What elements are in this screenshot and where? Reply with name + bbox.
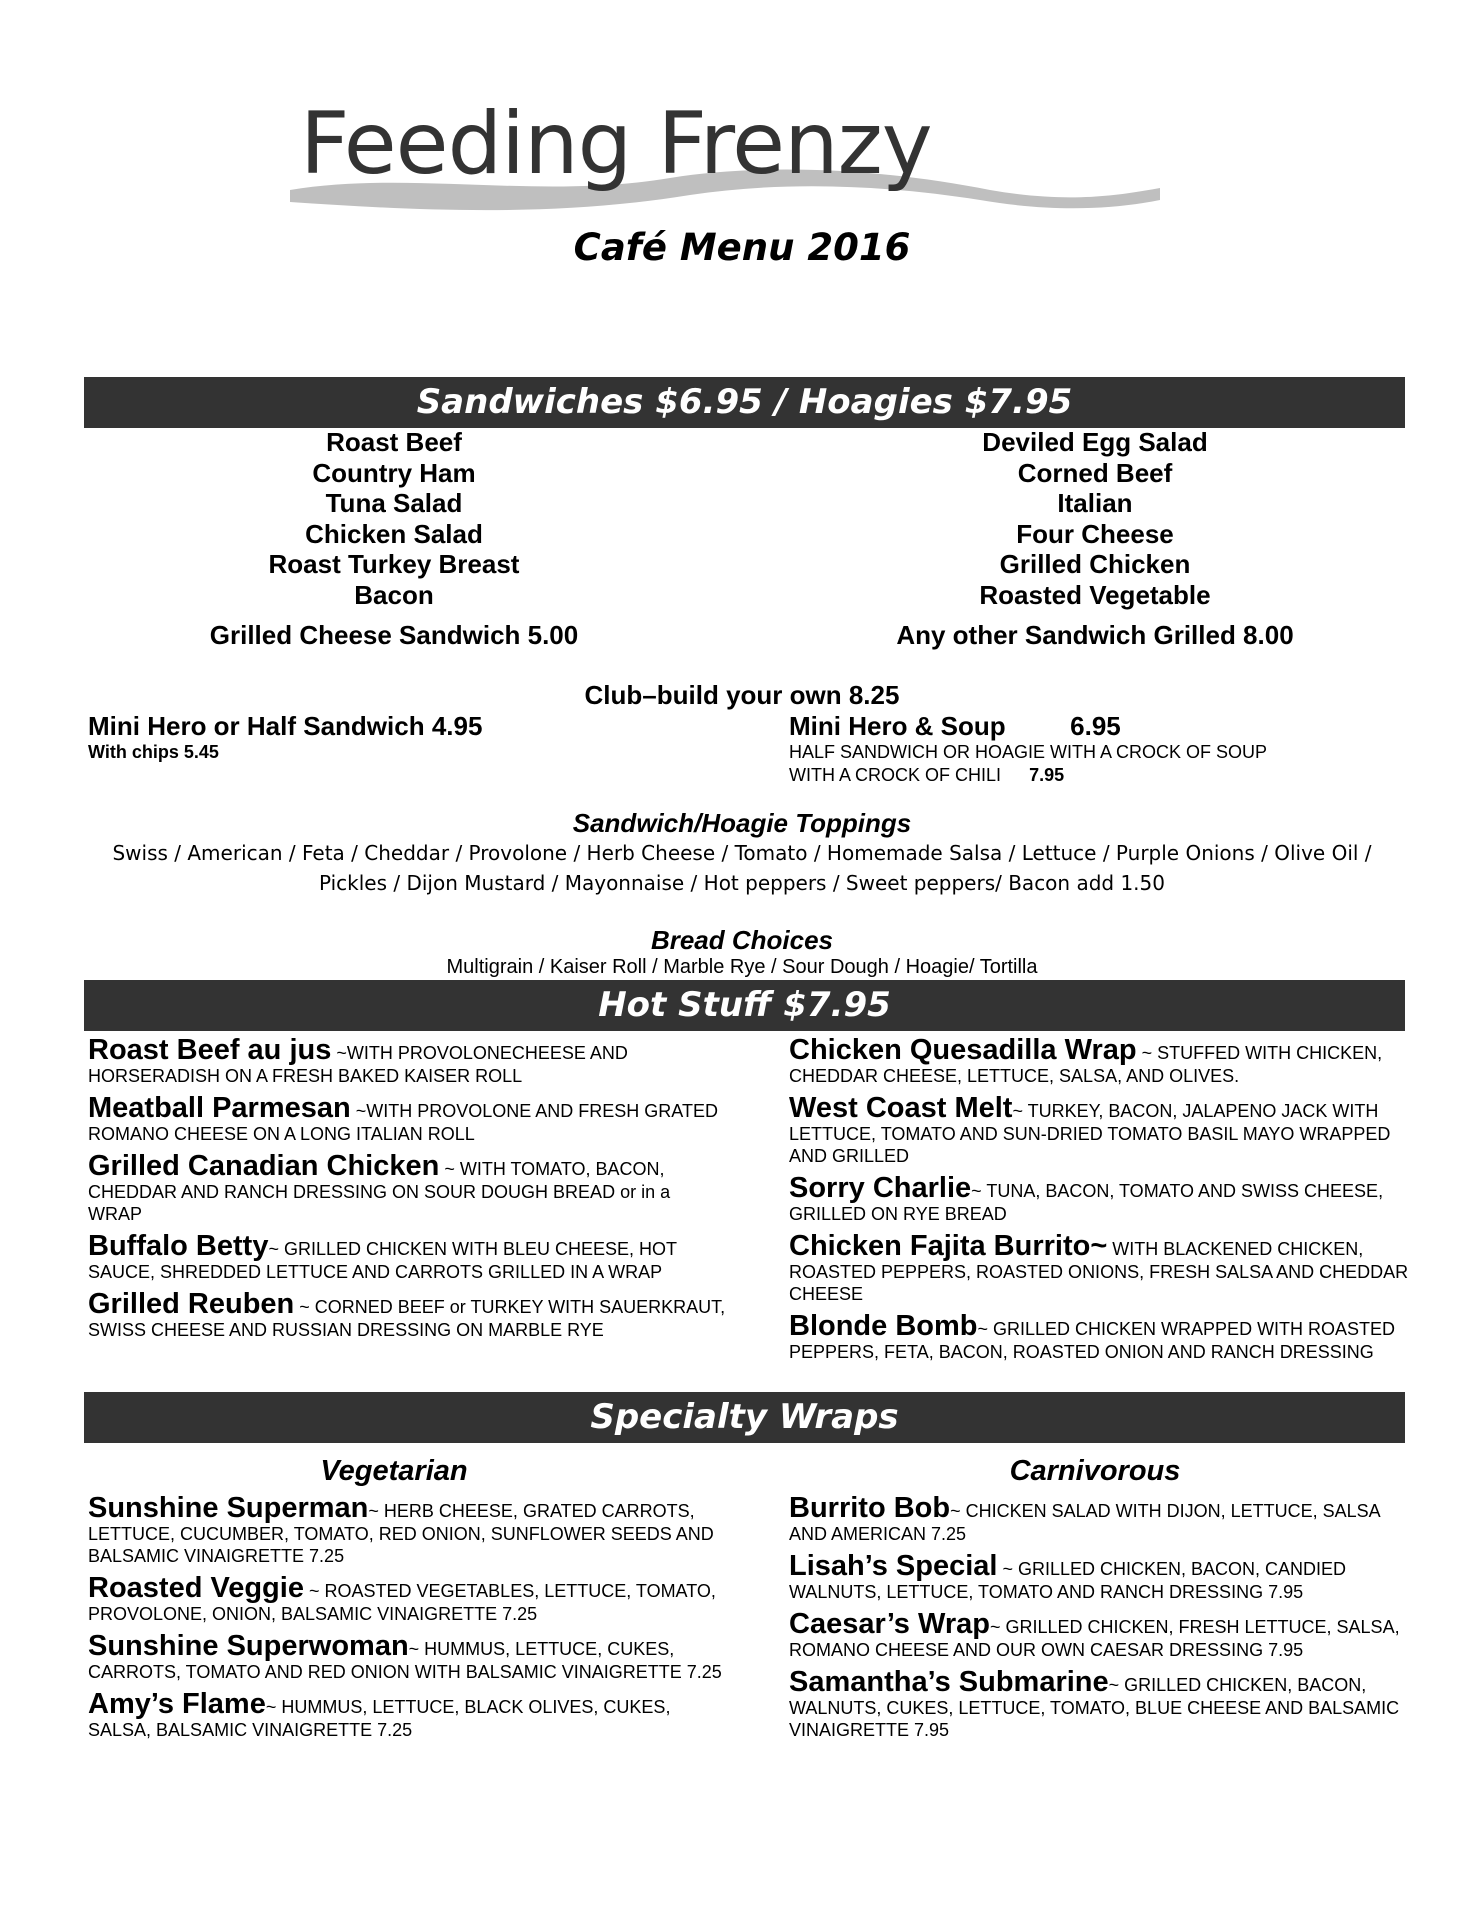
menu-item	[789, 1093, 1409, 1167]
menu-item	[88, 1035, 728, 1087]
item-name: Samantha’s Submarine	[789, 1666, 1109, 1698]
mini-hero-half-item: Mini Hero or Half Sandwich 4.95	[88, 711, 483, 741]
item-name: Buffalo Betty	[88, 1230, 269, 1262]
menu-item	[789, 1551, 1409, 1603]
sandwich-item: Chicken Salad	[305, 518, 483, 549]
item-desc: ~WITH PROVOLONE AND FRESH GRATED ROMANO CHEESE ON A LONG ITALIAN ROLL	[88, 1101, 718, 1144]
sandwich-item: Roast Turkey Breast	[268, 549, 520, 579]
item-name: Blonde Bomb	[789, 1310, 978, 1342]
item-name: Sunshine Superwoman	[88, 1630, 409, 1662]
sandwich-list-right	[795, 427, 1395, 610]
sandwich-item: Tuna Salad	[325, 488, 463, 518]
item-desc: ~ GRILLED CHICKEN, BACON, CANDIED WALNUTS, LETTUCE, TOMATO AND RANCH DRESSING 7.95	[789, 1559, 1347, 1602]
menu-item	[88, 1151, 728, 1225]
vegetarian-column	[88, 1493, 728, 1747]
item-name: Grilled Reuben	[88, 1288, 295, 1320]
item-desc: ~ STUFFED WITH CHICKEN, CHEDDAR CHEESE, LETTUCE, SALSA, AND OLIVES.	[789, 1043, 1383, 1086]
menu-item	[88, 1493, 728, 1567]
mini-hero-soup-name: Mini Hero & Soup	[789, 711, 1006, 741]
vegetarian-title: Vegetarian	[320, 1455, 468, 1487]
menu-item	[789, 1311, 1409, 1363]
toppings-line-2: Pickles / Dijon Mustard / Mayonnaise / Hot peppers / Sweet peppers/ Bacon add 1.50	[318, 871, 1165, 895]
item-name: Roasted Veggie	[88, 1572, 304, 1604]
item-desc: WITH BLACKENED CHICKEN, ROASTED PEPPERS, ROASTED ONIONS, FRESH SALSA AND CHEDDAR CHEESE	[789, 1239, 1409, 1304]
item-desc: ~WITH PROVOLONECHEESE AND HORSERADISH ON A FRESH BAKED KAISER ROLL	[88, 1043, 628, 1086]
item-desc: ~ HERB CHEESE, GRATED CARROTS, LETTUCE, CUCUMBER, TOMATO, RED ONION, SUNFLOWER SEEDS AND BALSAMIC VINAIGRETTE 7.25	[88, 1501, 714, 1566]
item-desc: ~ GRILLED CHICKEN, FRESH LETTUCE, SALSA, ROMANO CHEESE AND OUR OWN CAESAR DRESSING 7.95	[789, 1617, 1400, 1660]
menu-item	[88, 1093, 728, 1145]
item-name: Meatball Parmesan	[88, 1092, 351, 1124]
sandwich-item: Italian	[1057, 488, 1133, 518]
menu-item	[88, 1289, 728, 1341]
item-name: Caesar’s Wrap	[789, 1608, 990, 1640]
club-item: Club–build your own 8.25	[584, 680, 900, 710]
item-name: Lisah’s Special	[789, 1550, 998, 1582]
item-name: West Coast Melt	[789, 1092, 1013, 1124]
item-desc: ~ TURKEY, BACON, JALAPENO JACK WITH LETTUCE, TOMATO AND SUN-DRIED TOMATO BASIL MAYO WRAPPED AND GRILLED	[789, 1101, 1391, 1166]
toppings-title: Sandwich/Hoagie Toppings	[572, 808, 912, 838]
sandwich-list-left	[94, 427, 694, 610]
menu-item	[88, 1631, 728, 1683]
menu-item	[789, 1667, 1409, 1741]
item-desc: ~ GRILLED CHICKEN, BACON, WALNUTS, CUKES, LETTUCE, TOMATO, BLUE CHEESE AND BALSAMIC VINAIGRETTE 7.95	[789, 1675, 1400, 1740]
menu-item	[789, 1609, 1409, 1661]
sandwich-item: Roast Beef	[326, 427, 462, 457]
sandwich-item: Roasted Vegetable	[979, 579, 1211, 610]
item-desc: ~ HUMMUS, LETTUCE, CUKES, CARROTS, TOMATO AND RED ONION WITH BALSAMIC VINAIGRETTE 7.25	[88, 1639, 722, 1682]
item-name: Burrito Bob	[789, 1492, 951, 1524]
logo	[290, 94, 1160, 230]
logo-text: Feeding Frenzy	[300, 94, 932, 194]
carnivorous-column	[789, 1493, 1409, 1747]
sandwich-item: Four Cheese	[1016, 518, 1174, 549]
item-name: Chicken Fajita Burrito~	[789, 1230, 1108, 1262]
menu-item	[88, 1689, 728, 1741]
item-name: Roast Beef au jus	[88, 1034, 332, 1066]
item-desc: ~ GRILLED CHICKEN WRAPPED WITH ROASTED PEPPERS, FETA, BACON, ROASTED ONION AND RANCH DRESSING	[789, 1319, 1396, 1362]
specialty-wraps-section-bar: Specialty Wraps	[84, 1392, 1405, 1443]
menu-item	[88, 1573, 728, 1625]
mini-hero-chili-price: 7.95	[1029, 765, 1065, 785]
mini-hero-chili-line	[789, 764, 1064, 787]
mini-hero-soup-desc: HALF SANDWICH OR HOAGIE WITH A CROCK OF SOUP	[789, 742, 1268, 762]
menu-item	[789, 1493, 1409, 1545]
toppings-line-1: Swiss / American / Feta / Cheddar / Provolone / Herb Cheese / Tomato / Homemade Salsa / Lettuce / Purple Onions / Olive Oil /	[112, 841, 1372, 865]
item-desc: ~ WITH TOMATO, BACON, CHEDDAR AND RANCH DRESSING ON SOUR DOUGH BREAD or in a WRAP	[88, 1159, 671, 1224]
sandwich-item: Bacon	[354, 579, 434, 610]
item-desc: ~ GRILLED CHICKEN WITH BLEU CHEESE, HOT SAUCE, SHREDDED LETTUCE AND CARROTS GRILLED IN A WRAP	[88, 1239, 677, 1282]
item-name: Sorry Charlie	[789, 1172, 972, 1204]
carnivorous-title: Carnivorous	[1009, 1455, 1181, 1487]
sandwiches-section-bar: Sandwiches $6.95 / Hoagies $7.95	[84, 377, 1405, 428]
item-desc: ~ CORNED BEEF or TURKEY WITH SAUERKRAUT, SWISS CHEESE AND RUSSIAN DRESSING ON MARBLE RYE	[88, 1297, 726, 1340]
sandwich-item: Grilled Chicken	[999, 549, 1191, 579]
item-desc: ~ TUNA, BACON, TOMATO AND SWISS CHEESE, GRILLED ON RYE BREAD	[789, 1181, 1384, 1224]
mini-hero-chili-desc: WITH A CROCK OF CHILI	[789, 765, 1002, 785]
bread-title: Bread Choices	[650, 925, 834, 955]
item-name: Amy’s Flame	[88, 1688, 266, 1720]
item-name: Sunshine Superman	[88, 1492, 369, 1524]
item-name: Grilled Canadian Chicken	[88, 1150, 440, 1182]
item-desc: ~ CHICKEN SALAD WITH DIJON, LETTUCE, SALSA AND AMERICAN 7.25	[789, 1501, 1380, 1544]
hot-stuff-right-column	[789, 1035, 1409, 1369]
menu-item	[88, 1231, 728, 1283]
any-grilled-item: Any other Sandwich Grilled 8.00	[896, 620, 1294, 650]
item-desc: ~ ROASTED VEGETABLES, LETTUCE, TOMATO, PROVOLONE, ONION, BALSAMIC VINAIGRETTE 7.25	[88, 1581, 716, 1624]
menu-item	[789, 1035, 1409, 1087]
hot-stuff-left-column	[88, 1035, 728, 1347]
hot-stuff-section-bar: Hot Stuff $7.95	[84, 980, 1405, 1031]
sandwich-item: Corned Beef	[1017, 457, 1173, 488]
mini-hero-soup-price: 6.95	[1070, 711, 1121, 741]
item-desc: ~ HUMMUS, LETTUCE, BLACK OLIVES, CUKES, SALSA, BALSAMIC VINAIGRETTE 7.25	[88, 1697, 671, 1740]
mini-hero-soup-item	[789, 711, 1121, 742]
item-name: Chicken Quesadilla Wrap	[789, 1034, 1137, 1066]
menu-item	[789, 1231, 1409, 1305]
sandwich-item: Country Ham	[312, 457, 476, 488]
menu-subtitle: Café Menu 2016	[573, 226, 911, 269]
menu-item	[789, 1173, 1409, 1225]
grilled-cheese-item: Grilled Cheese Sandwich 5.00	[209, 620, 579, 650]
bread-list: Multigrain / Kaiser Roll / Marble Rye / Sour Dough / Hoagie/ Tortilla	[446, 956, 1038, 978]
sandwich-item: Deviled Egg Salad	[982, 427, 1208, 457]
with-chips-note: With chips 5.45	[88, 742, 219, 762]
